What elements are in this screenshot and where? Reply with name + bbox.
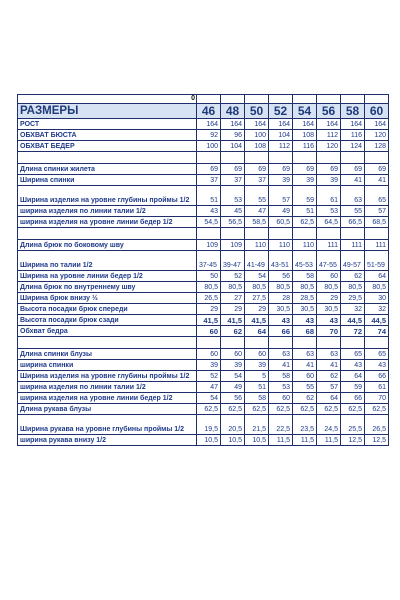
table-row: [18, 175, 389, 186]
empty-cell: [18, 152, 197, 164]
measurement-value: 56: [269, 271, 293, 282]
spacer-row: [18, 152, 389, 164]
table-row: [18, 240, 389, 251]
measurement-value: 60: [317, 271, 341, 282]
measurement-value: 58,5: [245, 217, 269, 228]
measurement-value: 104: [221, 141, 245, 152]
measurement-value: 47-55: [317, 251, 341, 271]
measurement-value: 120: [317, 141, 341, 152]
measurement-value: 45: [221, 206, 245, 217]
measurement-value: 23,5: [293, 415, 317, 435]
empty-cell: [197, 337, 221, 349]
measurement-label: ширина спинки: [18, 360, 197, 371]
measurement-value: 24,5: [317, 415, 341, 435]
measurement-value: 41,5: [245, 315, 269, 326]
measurement-label: ОБХВАТ БЕДЕР: [18, 141, 197, 152]
measurement-value: 62,5: [269, 404, 293, 415]
measurement-value: 112: [269, 141, 293, 152]
measurement-value: 22,5: [269, 415, 293, 435]
measurement-value: 69: [293, 164, 317, 175]
empty-cell: [197, 228, 221, 240]
empty-cell: [269, 228, 293, 240]
spacer-row: [18, 228, 389, 240]
table-row: [18, 382, 389, 393]
corner-value: 0: [18, 95, 197, 104]
measurement-value: 27,5: [245, 293, 269, 304]
measurement-value: 47: [245, 206, 269, 217]
table-row: [18, 360, 389, 371]
size-header: 52: [269, 104, 293, 119]
measurement-value: 54: [221, 371, 245, 382]
measurement-value: 53: [317, 206, 341, 217]
measurement-value: 164: [365, 119, 389, 130]
measurement-label: Ширина на уровне линии бедер 1/2: [18, 271, 197, 282]
measurement-value: 28: [269, 293, 293, 304]
measurement-value: 63: [317, 349, 341, 360]
measurement-value: 80,5: [221, 282, 245, 293]
measurement-value: 12,5: [341, 435, 365, 446]
measurement-value: 21,5: [245, 415, 269, 435]
measurement-value: 164: [221, 119, 245, 130]
measurement-value: 108: [245, 141, 269, 152]
measurement-value: 100: [197, 141, 221, 152]
measurement-value: 61: [317, 186, 341, 206]
size-table-body: [18, 95, 389, 446]
measurement-value: 32: [365, 304, 389, 315]
measurement-value: 39: [269, 175, 293, 186]
table-row: [18, 304, 389, 315]
measurement-label: Обхват бедра: [18, 326, 197, 337]
size-header: 46: [197, 104, 221, 119]
measurement-value: 60: [269, 393, 293, 404]
measurement-value: 58: [269, 371, 293, 382]
table-row: [18, 415, 389, 435]
measurement-value: 62,5: [317, 404, 341, 415]
table-row: [18, 293, 389, 304]
measurement-label: Ширина изделия на уровне глубины проймы 1/2: [18, 186, 197, 206]
measurement-value: 164: [341, 119, 365, 130]
measurement-value: 10,5: [221, 435, 245, 446]
measurement-value: 32: [341, 304, 365, 315]
measurement-value: 52: [221, 271, 245, 282]
measurement-value: 41,5: [221, 315, 245, 326]
empty-cell: [245, 152, 269, 164]
measurement-value: 10,5: [197, 435, 221, 446]
measurement-value: 65: [365, 349, 389, 360]
measurement-value: 164: [293, 119, 317, 130]
measurement-value: 54: [245, 271, 269, 282]
measurement-value: 39: [245, 360, 269, 371]
measurement-value: 11,5: [293, 435, 317, 446]
measurement-value: 58: [293, 271, 317, 282]
measurement-value: 66: [341, 393, 365, 404]
measurement-value: 39: [293, 175, 317, 186]
measurement-value: 19,5: [197, 415, 221, 435]
measurement-value: 27: [221, 293, 245, 304]
measurement-value: 62,5: [221, 404, 245, 415]
measurement-value: 111: [341, 240, 365, 251]
size-header: 56: [317, 104, 341, 119]
size-header: 60: [365, 104, 389, 119]
measurement-value: 54,5: [197, 217, 221, 228]
measurement-label: Ширина спинки: [18, 175, 197, 186]
table-row: [18, 141, 389, 152]
measurement-value: 69: [245, 164, 269, 175]
empty-cell: [341, 337, 365, 349]
measurement-label: Ширина брюк внизу ½: [18, 293, 197, 304]
measurement-label: Ширина по талии 1/2: [18, 251, 197, 271]
measurement-value: 39: [197, 360, 221, 371]
measurement-value: 37: [197, 175, 221, 186]
measurement-value: 80,5: [341, 282, 365, 293]
measurement-value: 47: [197, 382, 221, 393]
measurement-value: 59: [341, 382, 365, 393]
measurement-value: 60: [197, 349, 221, 360]
header-row: [18, 104, 389, 119]
measurement-value: 51-59: [365, 251, 389, 271]
measurement-value: 43: [269, 315, 293, 326]
measurement-value: 39: [221, 360, 245, 371]
spacer-row: [18, 337, 389, 349]
measurement-value: 62,5: [245, 404, 269, 415]
measurement-value: 74: [365, 326, 389, 337]
measurement-value: 49-57: [341, 251, 365, 271]
measurement-value: 56: [221, 393, 245, 404]
measurement-value: 64: [341, 371, 365, 382]
measurement-value: 65: [341, 349, 365, 360]
table-row: [18, 130, 389, 141]
measurement-value: 11,5: [269, 435, 293, 446]
empty-cell: [365, 228, 389, 240]
measurement-value: 43: [341, 360, 365, 371]
measurement-value: 60: [221, 349, 245, 360]
table-row: [18, 271, 389, 282]
measurement-value: 26,5: [197, 293, 221, 304]
measurement-label: ОБХВАТ БЮСТА: [18, 130, 197, 141]
measurement-value: 29: [245, 304, 269, 315]
measurement-value: 58: [245, 393, 269, 404]
empty-cell: [18, 228, 197, 240]
empty-cell: [293, 228, 317, 240]
table-row: [18, 326, 389, 337]
measurement-label: Длина рукава блузы: [18, 404, 197, 415]
measurement-value: 41: [365, 175, 389, 186]
size-header: 50: [245, 104, 269, 119]
empty-cell: [365, 152, 389, 164]
measurement-label: Длина спинки жилета: [18, 164, 197, 175]
size-header: 48: [221, 104, 245, 119]
measurement-value: 11,5: [317, 435, 341, 446]
measurement-value: 30,5: [317, 304, 341, 315]
measurement-value: 69: [317, 164, 341, 175]
measurement-value: 57: [269, 186, 293, 206]
measurement-value: 20,5: [221, 415, 245, 435]
measurement-value: 62,5: [197, 404, 221, 415]
measurement-value: 41,5: [197, 315, 221, 326]
measurement-value: 63: [269, 349, 293, 360]
measurement-value: 56,5: [221, 217, 245, 228]
measurement-label: Ширина изделия на уровне глубины проймы 1/2: [18, 371, 197, 382]
empty-cell: [269, 337, 293, 349]
measurement-value: 164: [197, 119, 221, 130]
measurement-value: 53: [221, 186, 245, 206]
measurement-label: ширина изделия по линии талии 1/2: [18, 382, 197, 393]
measurement-value: 70: [317, 326, 341, 337]
measurement-value: 66,5: [341, 217, 365, 228]
table-row: [18, 217, 389, 228]
measurement-label: Длина брюк по боковому шву: [18, 240, 197, 251]
measurement-value: 44,5: [365, 315, 389, 326]
measurement-value: 116: [341, 130, 365, 141]
measurement-value: 51: [245, 382, 269, 393]
measurement-label: ширина изделия на уровне линии бедер 1/2: [18, 393, 197, 404]
measurement-value: 41: [269, 360, 293, 371]
measurement-value: 62,5: [365, 404, 389, 415]
empty-cell: [221, 337, 245, 349]
measurement-value: 164: [317, 119, 341, 130]
measurement-value: 57: [317, 382, 341, 393]
measurement-value: 109: [197, 240, 221, 251]
empty-cell: [245, 337, 269, 349]
measurement-value: 43: [197, 206, 221, 217]
measurement-value: 65: [365, 186, 389, 206]
measurement-value: 43: [293, 315, 317, 326]
table-row: [18, 371, 389, 382]
measurement-value: 104: [269, 130, 293, 141]
measurement-label: Длина спинки блузы: [18, 349, 197, 360]
table-row: [18, 206, 389, 217]
measurement-value: 80,5: [197, 282, 221, 293]
empty-cell: [197, 152, 221, 164]
size-header: 58: [341, 104, 365, 119]
measurement-value: 41: [293, 360, 317, 371]
measurement-label: ширина рукава внизу 1/2: [18, 435, 197, 446]
empty-cell: [317, 337, 341, 349]
measurement-value: 64: [317, 393, 341, 404]
table-row: [18, 164, 389, 175]
measurement-value: 52: [197, 371, 221, 382]
table-row: [18, 315, 389, 326]
measurement-value: 63: [293, 349, 317, 360]
measurement-value: 37-45: [197, 251, 221, 271]
measurement-value: 116: [293, 141, 317, 152]
measurement-value: 112: [317, 130, 341, 141]
measurement-value: 29: [197, 304, 221, 315]
empty-cell: [341, 152, 365, 164]
measurement-value: 72: [341, 326, 365, 337]
measurement-value: 124: [341, 141, 365, 152]
measurement-value: 12,5: [365, 435, 389, 446]
measurement-value: 55: [341, 206, 365, 217]
table-row: [18, 282, 389, 293]
measurement-value: 37: [245, 175, 269, 186]
measurement-value: 61: [365, 382, 389, 393]
measurement-value: 43: [365, 360, 389, 371]
measurement-value: 80,5: [269, 282, 293, 293]
measurement-value: 68: [293, 326, 317, 337]
measurement-value: 49: [221, 382, 245, 393]
measurement-value: 111: [317, 240, 341, 251]
empty-cell: [18, 337, 197, 349]
measurement-value: 51: [293, 206, 317, 217]
measurement-value: 110: [245, 240, 269, 251]
measurement-value: 100: [245, 130, 269, 141]
measurement-value: 57: [365, 206, 389, 217]
measurement-value: 62: [221, 326, 245, 337]
empty-cell: [269, 152, 293, 164]
measurement-value: 62: [341, 271, 365, 282]
measurement-value: 26,5: [365, 415, 389, 435]
measurement-value: 96: [221, 130, 245, 141]
measurement-value: 108: [293, 130, 317, 141]
measurement-label: РОСТ: [18, 119, 197, 130]
measurement-value: 59: [293, 186, 317, 206]
measurement-value: 55: [293, 382, 317, 393]
measurement-value: 111: [365, 240, 389, 251]
measurement-value: 29: [221, 304, 245, 315]
measurement-value: 30,5: [293, 304, 317, 315]
measurement-value: 39-47: [221, 251, 245, 271]
measurement-value: 69: [365, 164, 389, 175]
table-row: [18, 393, 389, 404]
measurement-value: 43-51: [269, 251, 293, 271]
empty-cell: [245, 228, 269, 240]
measurement-value: 25,5: [341, 415, 365, 435]
measurement-value: 64: [245, 326, 269, 337]
empty-cell: [317, 152, 341, 164]
measurement-value: 54: [197, 393, 221, 404]
measurement-value: 110: [269, 240, 293, 251]
measurement-value: 5: [245, 371, 269, 382]
corner-row: [18, 95, 389, 104]
measurement-value: 62: [317, 371, 341, 382]
measurement-label: Высота посадки брюк спереди: [18, 304, 197, 315]
measurement-value: 64,5: [317, 217, 341, 228]
measurement-value: 62: [293, 393, 317, 404]
size-table: [17, 94, 389, 446]
empty-cell: [341, 228, 365, 240]
measurement-value: 51: [197, 186, 221, 206]
measurement-value: 43: [317, 315, 341, 326]
measurement-value: 80,5: [365, 282, 389, 293]
measurement-value: 69: [221, 164, 245, 175]
empty-cell: [293, 152, 317, 164]
measurement-value: 120: [365, 130, 389, 141]
measurement-value: 60: [245, 349, 269, 360]
empty-cell: [221, 228, 245, 240]
measurement-value: 60: [197, 326, 221, 337]
empty-cell: [221, 152, 245, 164]
measurement-value: 70: [365, 393, 389, 404]
measurement-value: 41-49: [245, 251, 269, 271]
table-row: [18, 349, 389, 360]
measurement-value: 69: [269, 164, 293, 175]
measurement-value: 69: [197, 164, 221, 175]
measurement-value: 66: [269, 326, 293, 337]
measurement-value: 60,5: [269, 217, 293, 228]
measurement-value: 62,5: [293, 217, 317, 228]
header-label: РАЗМЕРЫ: [18, 104, 197, 119]
measurement-value: 68,5: [365, 217, 389, 228]
measurement-value: 164: [269, 119, 293, 130]
empty-cell: [365, 337, 389, 349]
measurement-value: 41: [317, 360, 341, 371]
measurement-value: 92: [197, 130, 221, 141]
measurement-value: 80,5: [245, 282, 269, 293]
measurement-value: 110: [293, 240, 317, 251]
measurement-value: 53: [269, 382, 293, 393]
measurement-label: ширина изделия на уровне линии бедер 1/2: [18, 217, 197, 228]
measurement-value: 28,5: [293, 293, 317, 304]
measurement-value: 62,5: [341, 404, 365, 415]
table-row: [18, 251, 389, 271]
measurement-value: 60: [293, 371, 317, 382]
measurement-value: 29,5: [341, 293, 365, 304]
measurement-value: 41: [341, 175, 365, 186]
measurement-value: 44,5: [341, 315, 365, 326]
measurement-value: 39: [317, 175, 341, 186]
measurement-value: 30: [365, 293, 389, 304]
measurement-label: ширина изделия по линии талии 1/2: [18, 206, 197, 217]
empty-cell: [293, 337, 317, 349]
measurement-value: 55: [245, 186, 269, 206]
measurement-value: 128: [365, 141, 389, 152]
measurement-value: 62,5: [293, 404, 317, 415]
table-row: [18, 186, 389, 206]
table-row: [18, 119, 389, 130]
measurement-value: 37: [221, 175, 245, 186]
measurement-value: 109: [221, 240, 245, 251]
measurement-value: 30,5: [269, 304, 293, 315]
measurement-value: 164: [245, 119, 269, 130]
table-row: [18, 435, 389, 446]
measurement-value: 50: [197, 271, 221, 282]
measurement-label: Высота посадки брюк сзади: [18, 315, 197, 326]
measurement-value: 69: [341, 164, 365, 175]
size-header: 54: [293, 104, 317, 119]
measurement-value: 80,5: [293, 282, 317, 293]
measurement-label: Длина брюк по внутреннему шву: [18, 282, 197, 293]
measurement-value: 10,5: [245, 435, 269, 446]
measurement-value: 45-53: [293, 251, 317, 271]
measurement-value: 63: [341, 186, 365, 206]
table-row: [18, 404, 389, 415]
measurement-value: 29: [317, 293, 341, 304]
empty-cell: [317, 228, 341, 240]
measurement-value: 64: [365, 271, 389, 282]
measurement-label: Ширина рукава на уровне глубины проймы 1/2: [18, 415, 197, 435]
measurement-value: 80,5: [317, 282, 341, 293]
measurement-value: 66: [365, 371, 389, 382]
measurement-value: 49: [269, 206, 293, 217]
